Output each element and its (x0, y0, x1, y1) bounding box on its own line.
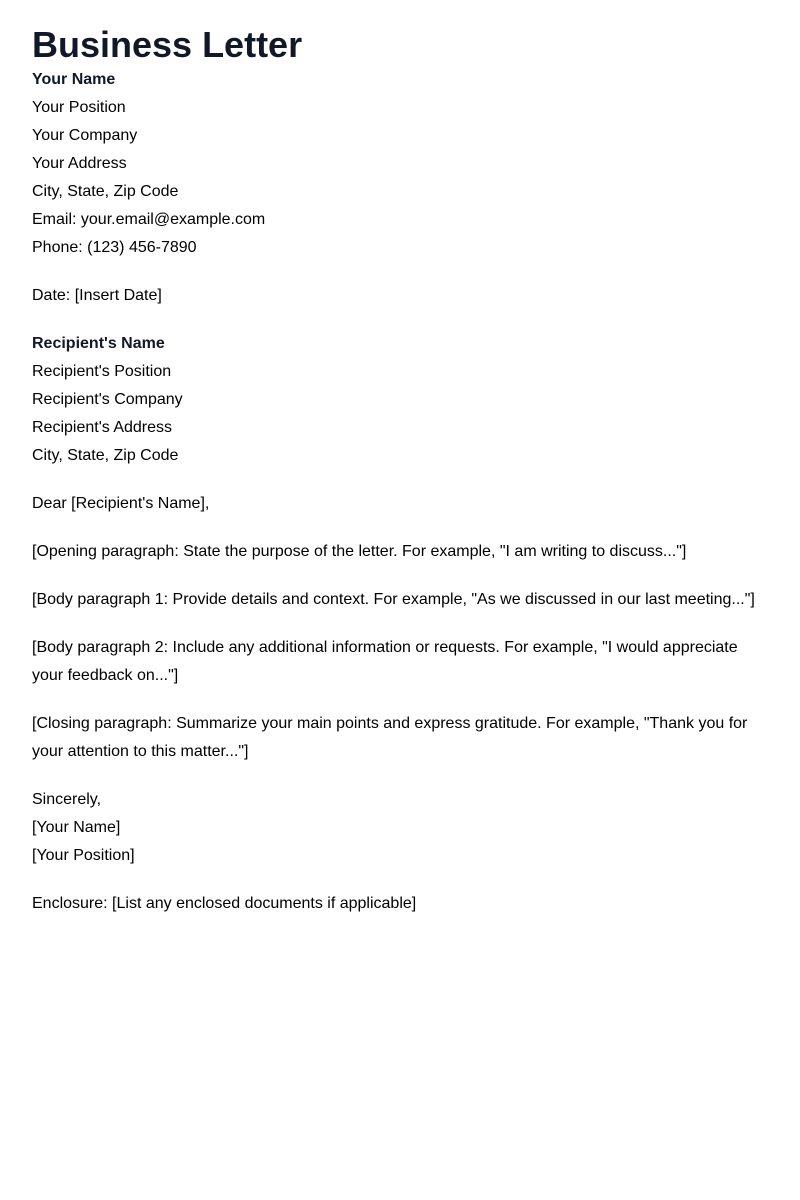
enclosure-block (32, 890, 768, 918)
sender-city: City, State, Zip Code (32, 183, 179, 200)
signoff-name: [Your Name] (32, 819, 121, 836)
body-paragraph-2-block (32, 634, 768, 690)
closing-paragraph-block (32, 710, 768, 766)
signoff-position: [Your Position] (32, 847, 135, 864)
opening-paragraph-block (32, 538, 768, 566)
opening-paragraph: [Opening paragraph: State the purpose of the letter. For example, "I am writing to discuss..."] (32, 543, 687, 560)
sender-block (32, 66, 768, 262)
sender-phone: Phone: (123) 456-7890 (32, 239, 197, 256)
recipient-company: Recipient's Company (32, 391, 183, 408)
body-paragraph-2: [Body paragraph 2: Include any additional information or requests. For example, "I would appreciate your feedback on..."] (32, 639, 738, 684)
recipient-block (32, 330, 768, 470)
enclosure-line: Enclosure: [List any enclosed documents if applicable] (32, 895, 417, 912)
date-block (32, 282, 768, 310)
recipient-city: City, State, Zip Code (32, 447, 179, 464)
signoff-block (32, 786, 768, 870)
signoff-closing: Sincerely, (32, 791, 102, 808)
salutation: Dear [Recipient's Name], (32, 495, 210, 512)
recipient-address: Recipient's Address (32, 419, 173, 436)
sender-name: Your Name (32, 71, 116, 88)
letter-date: Date: [Insert Date] (32, 287, 162, 304)
salutation-block (32, 490, 768, 518)
body-paragraph-1-block (32, 586, 768, 614)
sender-address: Your Address (32, 155, 127, 172)
sender-position: Your Position (32, 99, 126, 116)
page-title: Business Letter (32, 24, 303, 65)
body-paragraph-1: [Body paragraph 1: Provide details and context. For example, "As we discussed in our last meeting..."] (32, 591, 755, 608)
recipient-position: Recipient's Position (32, 363, 172, 380)
sender-company: Your Company (32, 127, 138, 144)
recipient-name: Recipient's Name (32, 335, 165, 352)
sender-email: Email: your.email@example.com (32, 211, 266, 228)
closing-paragraph: [Closing paragraph: Summarize your main points and express gratitude. For example, "Thank you for your attention to this matter..."] (32, 715, 748, 760)
